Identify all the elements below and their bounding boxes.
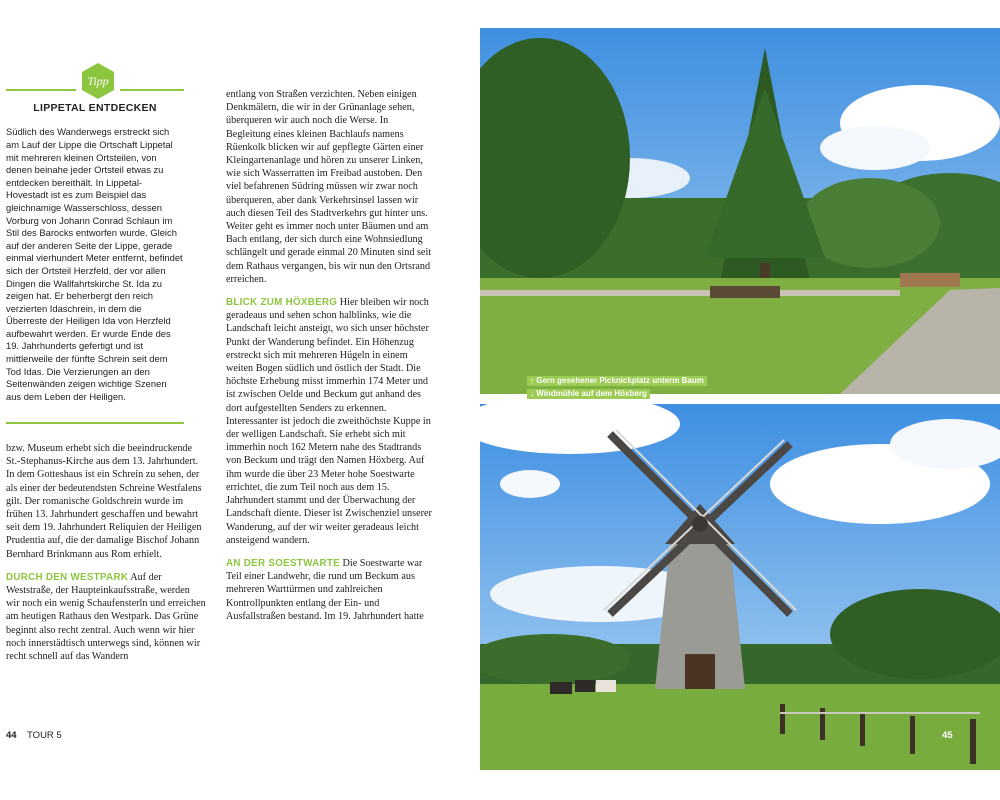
col1-paragraph-1: bzw. Museum erhebt sich die beeindruckende St.-Stephanus-Kirche aus dem 13. Jahrhundert. In dem Gotteshaus ist ein Schrein zu sehen, der als einer der bedeutendsten Schreine Westfalens gilt. Der romanische Goldschrein wurde im frühen 13. Jahrhundert geschaffen und bewahrt seit dem 19. Jahrhundert Reliquien der Heiligen Prudentia auf, die der damalige Bischof Johann Bernhard Brinkmann aus Rom erhielt. — [6, 443, 202, 560]
tip-badge-label: Tipp — [87, 74, 109, 88]
tip-badge-icon — [80, 62, 116, 100]
col1-paragraph-2 — [6, 571, 206, 663]
column-1 — [6, 442, 206, 663]
tip-divider-left — [6, 89, 76, 91]
caption-windmill: ↓ Windmühle auf dem Höxberg — [527, 389, 650, 399]
tip-divider-right — [120, 89, 184, 91]
heading-hoexberg: BLICK ZUM HÖXBERG — [226, 297, 338, 309]
windmill-scene — [480, 404, 1000, 770]
caption-picnic: ↑ Gern gesehener Picknickplatz unterm Baum — [527, 376, 707, 386]
page-number-right: 45 — [942, 730, 953, 741]
tour-label: TOUR 5 — [27, 730, 62, 741]
col2-paragraph-2-text: Hier bleiben wir noch geradeaus und sehen schon halblinks, wie die Landschaft leicht ansteigt, wo sich unser höchster Punkt der Wanderung befindet. Ein Höhenzug erstreckt sich mit mehreren Hügeln in einem weiten Bogen südlich und östlich der Stadt. Die höchste Erhebung misst immerhin 174 Meter und ist zwischen Oelde und Beckum gut anhand des dort aufgestellten Senders zu erkennen. Interessanter ist jedoch die zweithöchste Kuppe in der welligen Landschaft. Sie erhebt sich mit immerhin noch 162 Metern nahe des Stadtrands von Beckum und trägt den Namen Höxberg. Auf ihm wurde die über 23 Meter hohe Soestwarte errichtet, die zum Teil noch aus dem 15. Jahrhundert stammt und der Überwachung der Landschaft diente. Dieser ist Zwischenziel unserer Wanderung, auf der wir weiter geradeaus leicht ansteigend wandern. — [226, 297, 432, 546]
col1-paragraph-2-text: Auf der Weststraße, der Haupteinkaufsstraße, werden wir noch ein wenig Schaufensterln und erreichen am heutigen Rathaus den Westpark. Das Grüne beginnt also recht zentral. Auch wenn wir hier noch innerstädtisch unterwegs sind, können wir recht schnell auf das Wandern — [6, 571, 206, 663]
col2-paragraph-1: entlang von Straßen verzichten. Neben einigen Denkmälern, die wir in der Grünanlage sehen, überqueren wir auch noch die Werse. In Begleitung eines kleinen Bachlaufs namens Rüenkolk blicken wir auf gepflegte Gärten einer Kleingartenanlage und hören zu unserer Linken, wie sich Wasserratten im Freibad austoben. Den viel befahrenen Südring müssen wir zwar noch überqueren, aber dank Verkehrsinsel lassen wir auch diesen Teil des Stadtverkehrs gut hinter uns. Weiter geht es immer noch unter Bäumen und am Bach entlang, der sich durch eine Wohnsiedlung schlängelt und gerade einmal 20 Minuten sind seit dem Rathaus vergangen, bis wir nun den Ortsrand erreichen. — [226, 89, 432, 285]
photo-picnic-area — [480, 28, 1000, 394]
picnic-scene — [480, 28, 1000, 394]
heading-soestwarte: AN DER SOESTWARTE — [226, 557, 340, 569]
col2-paragraph-3 — [226, 557, 432, 623]
heading-westpark: DURCH DEN WESTPARK — [6, 571, 129, 583]
column-2 — [226, 88, 432, 623]
tip-title: LIPPETAL ENTDECKEN — [33, 102, 157, 114]
photo-windmill — [480, 404, 1000, 770]
col2-paragraph-3-text: Die Soestwarte war Teil einer Landwehr, die rund um Beckum aus mehreren Warttürmen und zahlreichen Kontrollpunkten entlang der Ein- und Ausfallstraßen bestand. Im 19. Jahrhundert hatte — [226, 557, 424, 622]
col2-paragraph-2 — [226, 296, 432, 547]
page-number-left: 44 — [6, 730, 17, 741]
page-footer — [6, 730, 62, 741]
tip-text: Südlich des Wanderwegs erstreckt sich am Lauf der Lippe die Ortschaft Lippetal mit mehreren kleinen Ortsteilen, von denen beinahe jeder Ortsteil etwas zu entdecken bereithält. In Lippetal-Hovestadt ist es zum Beispiel das gleichnamige Wasserschloss, dessen Vorburg von Johann Conrad Schlaun im Stil des Barocks entworfen wurde. Gleich auf der anderen Seite der Lippe, gerade einmal vierhundert Meter entfernt, befindet sich der Ortsteil Herzfeld, der vor allen Dingen die Wallfahrtskirche St. Ida zu zeigen hat. Er beherbergt den reich verzierten Idaschrein, in dem die Überreste der Heiligen Ida von Herzfeld aufbewahrt werden. Er wurde Ende des 19. Jahrhunderts gefertigt und ist mittlerweile der fünfte Schrein seit dem Tod Idas. Die Verzierungen an den Seitenwänden zeigen wichtige Szenen aus dem Leben der Heiligen. — [6, 126, 183, 402]
tip-bottom-divider — [6, 422, 184, 424]
